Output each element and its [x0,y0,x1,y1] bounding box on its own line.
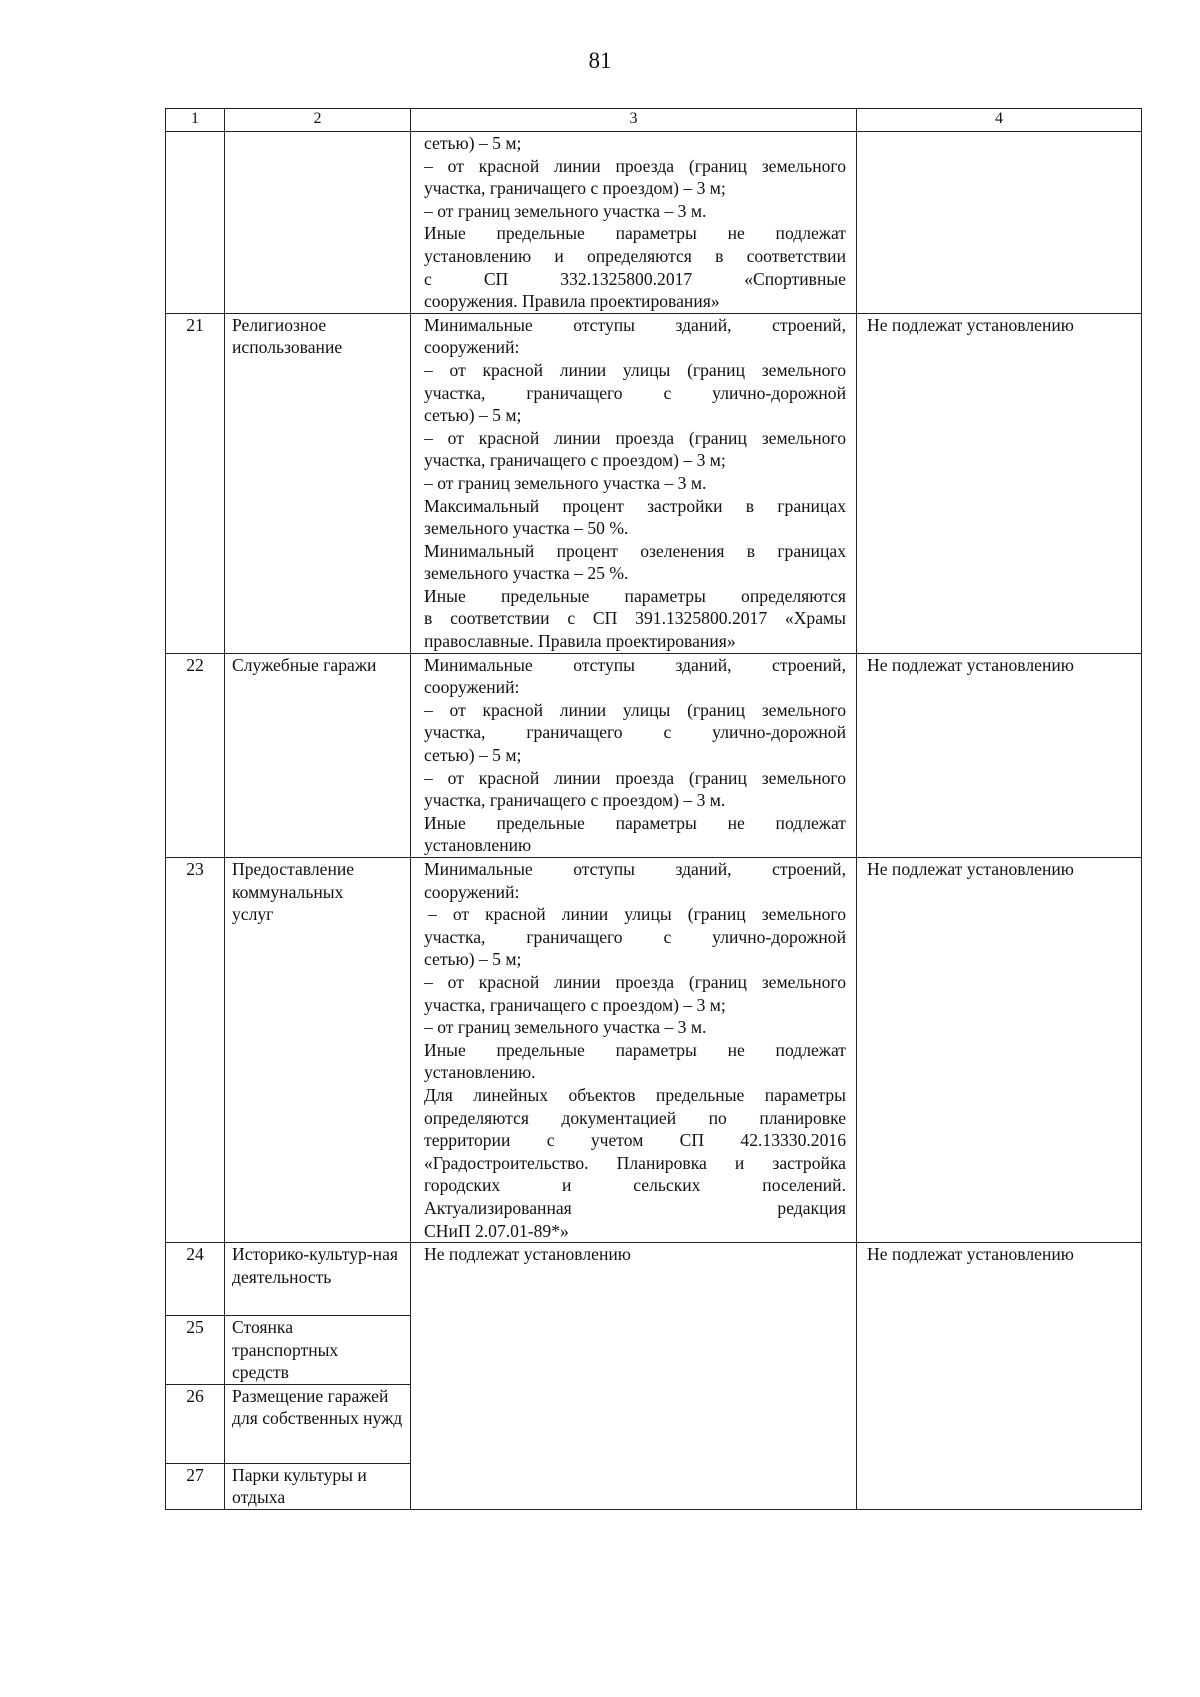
header-col-1: 1 [166,109,225,132]
row-name: Размещение гаражей для собственных нужд [225,1384,411,1463]
header-col-2: 2 [225,109,411,132]
table-row [166,653,1142,857]
row-note: Не подлежат установлению [857,313,1142,653]
param-line: определяются документацией по планировке [424,1107,846,1128]
param-line: – от красной линии проезда (границ земельного [424,427,846,448]
row-parameters [411,132,857,314]
row-name: Религиозное использование [225,313,411,653]
param-line: Иные предельные параметры не подлежат [424,223,846,244]
param-line: с СП 332.1325800.2017 «Спортивные [424,268,846,289]
table-row [166,1243,1142,1316]
row-parameters [411,653,857,857]
param-line: в соответствии с СП 391.1325800.2017 «Храмы [424,608,846,629]
row-number: 24 [166,1243,225,1316]
param-line: сетью) – 5 м; [424,133,522,153]
param-line: Максимальный процент застройки в границах [424,495,846,516]
param-line: участка, граничащего с проездом) – 3 м; [424,450,726,471]
param-line: сооружения. Правила проектирования» [424,291,720,312]
param-line: сетью) – 5 м; [424,745,522,766]
row-name: Предоставление коммунальных услуг [225,858,411,1243]
param-line: земельного участка – 50 %. [424,518,629,539]
row-parameters [411,313,857,653]
param-line: участка, граничащего с улично-дорожной [424,926,846,947]
page-number: 81 [588,48,612,73]
param-line: установлению [424,835,532,856]
param-line: Минимальный процент озеленения в границах [424,540,846,561]
param-line: земельного участка – 25 %. [424,563,629,584]
row-note: Не подлежат установлению [857,1243,1142,1510]
param-line: установлению. [424,1062,536,1083]
row-number: 26 [166,1384,225,1463]
header-col-4: 4 [857,109,1142,132]
param-line: – от границ земельного участка – 3 м. [424,472,707,493]
row-parameters: Не подлежат установлению [411,1243,857,1510]
param-line: участка, граничащего с проездом) – 3 м. [424,790,726,811]
regulations-table [165,108,1142,1510]
param-line: Иные предельные параметры не подлежат [424,1039,846,1060]
row-number: 25 [166,1316,225,1385]
param-line: сооружений: [424,881,520,902]
param-line: – от красной линии проезда (границ земельного [424,155,846,176]
row-number: 22 [166,653,225,857]
row-note [857,132,1142,314]
param-line: участка, граничащего с проездом) – 3 м; [424,178,726,199]
param-line: участка, граничащего с проездом) – 3 м; [424,994,726,1015]
param-line: Минимальные отступы зданий, строений, [424,314,846,335]
param-line: Минимальные отступы зданий, строений, [424,859,846,879]
row-note: Не подлежат установлению [857,858,1142,1243]
row-parameters [411,858,857,1243]
param-line: – от красной линии улицы (границ земельного [424,699,846,720]
row-name: Парки культуры и отдыха [225,1463,411,1509]
row-name: Стоянка транспортных средств [225,1316,411,1385]
row-number: 23 [166,858,225,1243]
row-name: Служебные гаражи [225,653,411,857]
param-line: СНиП 2.07.01-89*» [424,1220,569,1241]
param-line: сооружений: [424,337,520,358]
param-line: – от красной линии проезда (границ земельного [424,767,846,788]
table-row [166,132,1142,314]
row-note: Не подлежат установлению [857,653,1142,857]
param-line: «Градостроительство. Планировка и застройка [424,1152,846,1173]
param-line: установлению и определяются в соответствии [424,245,846,266]
param-line: городских и сельских поселений. [424,1175,846,1196]
table-row [166,313,1142,653]
table-header-row [166,109,1142,132]
param-line: сооружений: [424,677,520,698]
row-name: Историко-культур-ная деятельность [225,1243,411,1316]
param-line: Минимальные отступы зданий, строений, [424,654,846,675]
param-line: участка, граничащего с улично-дорожной [424,722,846,743]
param-line: участка, граничащего с улично-дорожной [424,382,846,403]
param-line: Для линейных объектов предельные параметры [424,1084,846,1105]
param-line: – от красной линии улицы (границ земельного [428,904,846,925]
param-line: Иные предельные параметры не подлежат [424,812,846,833]
param-line: территории с учетом СП 42.13330.2016 [424,1130,846,1151]
row-number: 27 [166,1463,225,1509]
header-col-3: 3 [411,109,857,132]
param-line: – от красной линии улицы (границ земельного [424,359,846,380]
param-line: – от границ земельного участка – 3 м. [424,1017,707,1038]
table-row [166,858,1142,1243]
row-number [166,132,225,314]
param-line: сетью) – 5 м; [424,405,522,426]
param-line: – от границ земельного участка – 3 м. [424,200,707,221]
param-line: Актуализированная редакция [424,1197,846,1218]
row-number: 21 [166,313,225,653]
row-name [225,132,411,314]
param-line: сетью) – 5 м; [424,949,522,970]
param-line: – от красной линии проезда (границ земельного [424,971,846,992]
param-line: Иные предельные параметры определяются [424,585,846,606]
param-line: православные. Правила проектирования» [424,631,736,652]
